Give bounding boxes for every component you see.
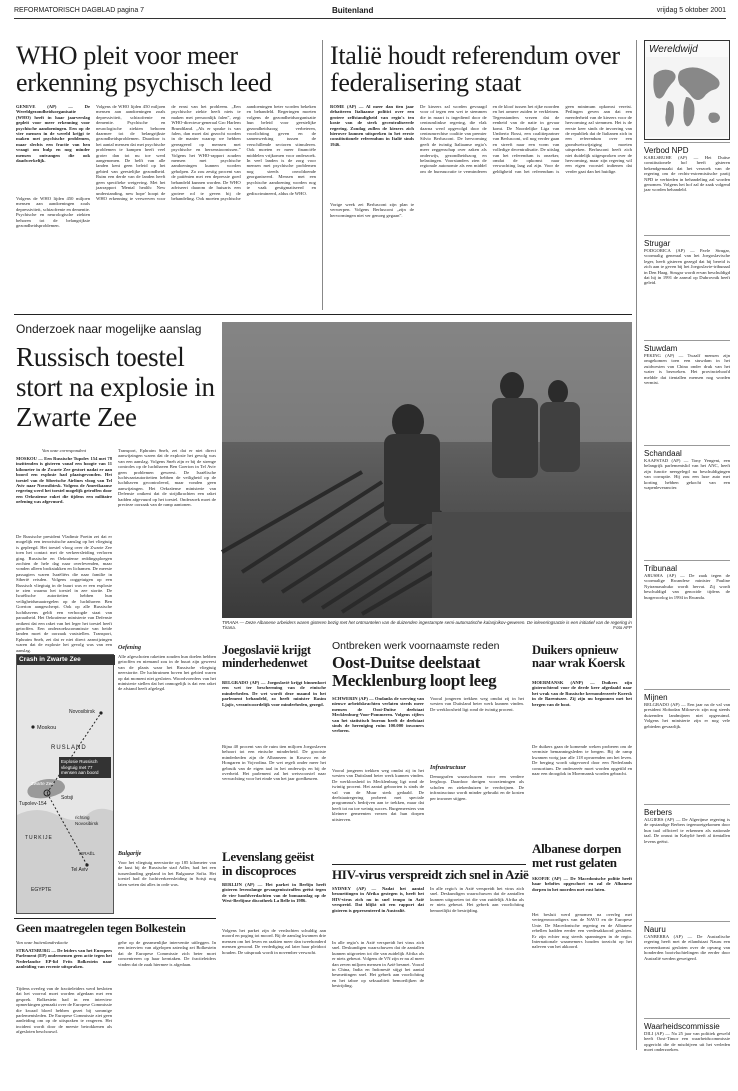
column-divider: [322, 40, 323, 310]
wereldwijd-item-title: Nauru: [644, 921, 730, 934]
yugo-headline: Joegoslavië krijgt minderhedenwet: [222, 643, 311, 670]
photo-caption-text: TIRANA — Deze Albanese arbeiders waren gisteren bezig met het ontmantelen van de duizenden ingestampte semi-automatische kalasjnikov-geweren. De inleveringsactie is een initiatief van de regering in Tirana.: [222, 620, 632, 631]
who-body: Volgens de WHO lijden 450 miljoen mensen aan aandoeningen zoals depressiviteit, schizofrenie en dementie. Psychische en neurologische ziekten behoren daarmee tot de belangrijkste gezondheidsproblemen. Daardoor is het aantal mensen dat met psychische problemen te kampen heeft veel groter dan tot nu toe werd aangenomen. De helft van alle landen kent geen beleid op het gebied van geestelijke gezondheid. Ruim een derde van de landen heeft geen specifieke wetgeving. Met het jaarrapport 'Mental health: New understanding, new hope' hoopt de WHO erkenning te verwerven voor de ernst van het probleem. „Een psychische ziekte heeft niets te maken met persoonlijk falen”, zegt WHO-directeur-generaal Gro Harlem Brundtland. „Als er sprake is van falen, dan moet dat gezocht worden in de manier waarop we hebben gereageerd op mensen met psychische en hersenstoornissen.” Volgens het WHO-rapport zouden mensen met psychische aandoeningen kunnen worden geholpen. Zo zou zestig procent van de patiënten met een depressie goed behandeld kunnen worden. De WHO adviseert daarom de huisarts een grotere rol te geven bij de behandeling. Ook moeten psychische aandoeningen beter worden bekeken en behandeld. Regeringen moeten volgens de gezondheidsorganisatie hun beleid voor geestelijke gezondheidszorg verbeteren, voorlichting geven en de samenwerking tussen de verschillende sectoren stimuleren. Ook moeten er meer financiële middelen vrijkomen voor onderzoek. In veel landen is de zorg voor mensen met psychische problemen nog steeds onvoldoende georganiseerd. Mensen met een psychische aandoening worden nog te vaak gestigmatiseerd en gediscrimineerd, aldus de WHO.: [96, 104, 316, 201]
wereldwijd-item: [644, 445, 730, 554]
wereldwijd-item-title: Strugar: [644, 235, 730, 248]
who-body-cont: Volgens de WHO lijden 450 miljoen mensen aan aandoeningen zoals depressiviteit, schizofrenie en dementie. Psychische en neurologische ziekten behoren tot de belangrijkste gezondheidsproblemen.: [16, 196, 90, 229]
koersk-body: De duikers gaan de komende weken proberen om de vermiste bemanningsleden te bergen. Bij de ramp kwamen vorig jaar alle 118 opvarenden om het leven. De berging wordt uitgevoerd door een Nederlands consortium. De onderzeeër moet worden opgetild en naar een droogdok in Moermansk worden gebracht.: [532, 744, 632, 777]
levenslang-lead: BERLIJN (AP) — Het parket in Berlijn heeft gisteren levenslange gevangenisstraffen geëist tegen de vier hoofdverdachten van de bomaanslag op de West-Berlijnse discotheek La Belle in 1986.: [222, 882, 326, 904]
wereldwijd-item-title: Berbers: [644, 804, 730, 817]
yugo-lead: BELGRADO (AP) — Joegoslavië krijgt binnenkort een wet ter bescherming van de etnische minderheden. De wet wordt deze maand in het parlement behandeld, zo heeft minister Rasim Ljajic, verantwoordelijk voor minderheden, gezegd.: [222, 680, 326, 707]
news-photo: [222, 322, 632, 618]
world-map-icon: [646, 57, 728, 137]
newspaper-name: REFORMATORISCH DAGBLAD pagina 7: [14, 7, 145, 14]
koersk-lead: MOERMANSK (ANP) — Duikers zijn gisterochtend voor de derde keer afgedaald naar het wrak van de Russische kernonderzeeër Koersk in de Barentszee. Zij zijn nu begonnen met het bergen van de boot.: [532, 680, 632, 707]
map-label-sotsji: Sotsji: [61, 795, 74, 801]
issue-date: vrijdag 5 oktober 2001: [656, 7, 726, 14]
map-label-israel: ISRAËL: [79, 851, 96, 856]
wereldwijd-item-title: Schandaal: [644, 445, 730, 458]
wereldwijd-item-title: Tribunaal: [644, 560, 730, 573]
wereldwijd-item-body: KAAPSTAD (AP) — Tony Yengeni, een belangrijk parlementslid van het ANC, heeft zijn functie neergelegd na beschuldigingen van corruptie. Hij zou een luxe auto met korting hebben gekocht van een wapenleverancier.: [644, 458, 730, 491]
hiv-lead: SYDNEY (AP) — Nadat het aantal besmettingen in Afrika gestegen is, heeft het HIV-virus zich nu in snel tempo in Azië verspreid. Dat blijkt uit een rapport dat gisteren is gepresenteerd in Australië.: [332, 886, 424, 913]
italy-side: Vorige week zei Berlusconi zijn plan te verwerpen. Volgens Berlusconi „zijn de hervormingen niet ver genoeg gegaan”.: [330, 202, 414, 218]
page-header: [14, 6, 726, 19]
russia-byline: Van onze correspondent: [42, 448, 86, 453]
italy-lead: ROME (AP) — Al meer dan tien jaar debatteren Italiaanse politici over een grotere zelfstandigheid van regio's ten koste van de sterk gecentraliseerde regering. Zondag zullen de kiezers zich hierover kunnen uitspreken in het eerste constitutionele referendum in Italië sinds 1946.: [330, 104, 414, 147]
map-label-moskou: Moskou: [37, 725, 57, 731]
bolkestein-headline: Geen maatregelen tegen Bolkestein: [16, 921, 186, 935]
wereldwijd-item: [644, 689, 730, 798]
wereldwijd-items: [644, 142, 730, 1052]
wereldwijd-item-body: PODGORICA (AP) — Pavle Strugar, voormalig generaal van het Joegoslavische leger, heeft gisteren gezegd dat hij bereid is zich aan te geven bij het Joegoslavie-tribunaal in Den Haag. Strugar wordt ervan beschuldigd dat hij in 1991 de aanval op Dubrovnik heeft geleid.: [644, 248, 730, 286]
hiv-body-2: In alle regio's in Azië verspreidt het virus zich snel. Deskundigen waarschuwen dat de aantallen kunnen uitgroeien tot die van zuidelijk Afrika als er niets gebeurt. Het gebrek aan voorlichting bemoeilijkt de bestrijding.: [430, 886, 524, 913]
crash-map: [16, 654, 114, 914]
koersk-headline: Duikers opnieuw naar wrak Koersk: [532, 643, 625, 670]
wereldwijd-item-title: Verbod NPD: [644, 142, 730, 155]
map-label-turkije: TURKIJE: [25, 835, 53, 841]
wereldwijd-item: [644, 921, 730, 1012]
russia-body-3: Alle afgeschoten raketten zouden hun doelen hebben getroffen en niemand zou in de buurt zijn geweest van de plaats waar het Russische vliegtuig neerstortte. De luchtruimen boven het gebied waren op dat moment niet gesloten. Woordvoerders van het ministerie stellen dat het onmogelijk is dat een raket de afstand heeft afgelegd.: [118, 654, 216, 692]
russia-subhead-2: Bulgarije: [118, 851, 142, 857]
map-label-tel-aviv: Tel Aviv: [71, 867, 88, 873]
albanese-lead: SKOPJE (AP) — De Macedonische politie heeft haar beloftes opgeschort en zal de Albanese dorpen in het noorden met rust laten.: [532, 876, 632, 892]
photo-caption: [222, 620, 632, 634]
mecklenburg-subhead: Infrastructuur: [430, 765, 467, 771]
wereldwijd-item: [644, 804, 730, 915]
who-headline: WHO pleit voor meer erkenning psychisch leed: [16, 41, 272, 97]
wereldwijd-item-body: BELGRADO (AP) — Een jaar na de val van president Slobodan Milosevic zijn nog steeds duizenden landmijnen niet opgeruimd. Volgens het ministerie zijn er nog vele gebieden gevaarlijk.: [644, 702, 730, 729]
wereldwijd-item-body: DILI (AP) — Na 25 jaar van politiek geweld heeft Oost-Timor een waarheidscommissie opgericht die de misdrijven uit het verleden moet onderzoeken.: [644, 1031, 730, 1053]
map-route-label: richting Novosibirsk: [75, 815, 99, 826]
section-rule: [14, 918, 216, 919]
map-label-rusland: RUSLAND: [51, 745, 87, 751]
russia-body-4: Voor het vliegtuig neerstortte op 185 kilometer van de kust bij de Russische stad Adler, had het een tussenlanding gepland in het Bulgaarse Sofia. Het toestel had de luchtverkeersleiding in Sotsji nog laten weten dat alles in orde was.: [118, 860, 216, 887]
mecklenburg-body-3: Vooral jongeren trekken weg omdat zij in het westen van Duitsland beter werk kunnen vinden. De werkloosheid ligt rond de twintig procent.: [430, 696, 524, 712]
map-label-novosibirsk: Novosibirsk: [69, 709, 95, 715]
wereldwijd-item-body: CANBERRA (AP) — De Australische regering heeft met de eilandstaat Nauru een overeenkomst gesloten over de opvang van honderden bootvluchtelingen die eerder door Australië werden geweigerd.: [644, 934, 730, 961]
russia-subhead-1: Oefening: [118, 645, 141, 651]
russia-headline: Russisch toestel stort na explosie in Zwarte Zee: [16, 342, 215, 432]
yugo-body: Bijna 40 procent van de ruim tien miljoen Joegoslaven behoort tot een etnische minderheid. De grootste minderheden zijn de Albanezen in Kosovo en de Hongaren in Vojvodina. De wet regelt onder meer het gebruik van de eigen taal in het onderwijs en bij de overheid. Het parlement zal het wetsvoorstel naar verwachting voor het einde van het jaar goedkeuren.: [222, 744, 326, 782]
wereldwijd-item: [644, 340, 730, 439]
wereldwijd-item-title: Stuwdam: [644, 340, 730, 353]
photo-credit: Foto AFP: [613, 625, 632, 631]
levenslang-body: Volgens het parket zijn de verdachten schuldig aan moord en poging tot moord. Bij de aanslag kwamen drie mensen om het leven en raakten meer dan tweehonderd mensen gewond. De verdediging zal later haar pleidooi houden. De uitspraak wordt in november verwacht.: [222, 928, 326, 955]
italy-body: De kiezers zal worden gevraagd voor of tegen een wet te stemmen die in maart is ingediend door de centrumlinkse regering, die vlak daarna werd opgevolgd door de centrumrechtse coalitie van premier Silvio Berlusconi. De hervorming geeft de twintig Italiaanse regio's meer zeggenschap over zaken als onderwijs, gezondheidszorg en belastingen. Voorstanders zien de regionale autonomie als een middel om de bureaucratie te verminderen en de kloof tussen het rijke noorden en het armere zuiden te verkleinen. Tegenstanders vrezen dat de eenheid van de natie in gevaar komt. De Noordelijke Liga van Umberto Bossi, een coalitiepartner van Berlusconi, wil nog verder gaan en streeft naar een vorm van volledige decentralisatie. De uitslag van het referendum is onzeker, omdat de opkomst naar verwachting laag zal zijn. Voor de geldigheid van het referendum is geen minimum opkomst vereist. Peilingen geven aan dat een meerderheid van de kiezers voor de hervorming zal stemmen. Het is de eerste keer sinds de invoering van de republiek dat de Italianen zich in een referendum over een grondwetswijziging moeten uitspreken. Berlusconi heeft zich niet duidelijk uitgesproken over de hervorming, maar zijn regering wil een eigen voorstel indienen dat verder gaat dan het huidige.: [420, 104, 632, 174]
map-label-tupolev: Tupolev-154: [19, 801, 47, 807]
russia-body: De Russische president Vladimir Poetin zei dat er mogelijk een terroristische aanslag op het vliegtuig is gepleegd. Het toestel vloog over de Zwarte Zee toen het contact met de verkeersleiding verloren ging. Russische en Oekraïense reddingsploegen zochten de hele dag naar overlevenden, maar vonden alleen brokstukken en lichamen. De meeste passagiers waren Israëliërs die naar familie in Siberië reisden. Volgens ooggetuigen op een Russisch vliegtuig in de buurt was er een explosie te zien waarna het toestel in zee stortte. De Israëlische autoriteiten hebben hun veiligheidsmaatregelen op de luchthaven Ben Goerion aangescherpt. Ook op alle Russische luchthavens geldt een verhoogde staat van paraatheid. Het Oekraïense ministerie van Defensie ontkent dat een raket van het leger het toestel heeft getroffen. Een onderzoekscommissie van beide landen moet de oorzaak vaststellen. Transport, Ephraim Sneh, zei dat er niet direct aanwijzingen waren dat de explosie het gevolg was van een aanslag.: [16, 534, 112, 653]
wereldwijd-item-body: PEKING (AP) — Twaalf mensen zijn omgekomen toen een stuwdam in het zuidwesten van China onder druk van het water is bezweken. Het provinciehoofd meldde dat tientallen mensen nog worden vermist.: [644, 353, 730, 386]
wereldwijd-logo-box: [644, 40, 730, 140]
italy-headline: Italië houdt referendum over federalisering staat: [330, 41, 620, 97]
map-title: Crash in Zwarte Zee: [17, 655, 115, 665]
bolkestein-body: Tijdens overleg van de fractieleiders werd besloten dat het voorval moet worden afgedaan met een gesprek. Bolkestein had in een interview opmerkingen gemaakt over de Europese Commissie die kwaad bloed hebben gezet bij sommige parlementsleden. De Europese Commissie ziet geen aanleiding om op de uitspraken te reageren. Het incident wordt door de meeste betrokkenen als afgesloten beschouwd.: [16, 986, 112, 1035]
albanese-body: Het besluit werd genomen na overleg met vertegenwoordigers van de NAVO en de Europese Unie. De Macedonische regering en de Albanese rebellen hadden eerder een vredesakkoord gesloten. Er zijn echter nog steeds spanningen in de regio. Internationale waarnemers houden toezicht op het naleven van het akkoord.: [532, 912, 632, 950]
wereldwijd-item: [644, 560, 730, 683]
section-title: Buitenland: [332, 6, 374, 15]
map-label-zwarte-zee: Zwarte Zee: [31, 781, 54, 786]
bolkestein-byline: Van onze buitenlandredactie: [16, 940, 69, 945]
mecklenburg-headline: Oost-Duitse deelstaat Mecklenburg loopt leeg: [332, 653, 497, 690]
wereldwijd-item-body: ARUSHA (AP) — De zaak tegen de voormalige Rwandese minister Pauline Nyiramasuhuko wordt hervat. Zij wordt beschuldigd van genocide tijdens de burgeroorlog in 1994 in Rwanda.: [644, 573, 730, 600]
mecklenburg-body-2: Demografen waarschuwen voor een verdere leegloop. Daardoor dreigen voorzieningen als scholen en ziekenhuizen te verdwijnen. De infrastructuur wordt minder gebruikt en de kosten per inwoner stijgen.: [430, 774, 524, 801]
mecklenburg-lead: SCHWERIN (AP) — Ondanks de werving van nieuwe arbeidskrachten verlaten steeds meer mensen de Oost-Duitse deelstaat Mecklenburg-Voor-Pommeren. Volgens cijfers van het statistisch bureau heeft de deelstaat sinds de hereniging ruim 100.000 inwoners verloren.: [332, 696, 424, 734]
wereldwijd-item-title: Mijnen: [644, 689, 730, 702]
wereldwijd-logo: Wereldwijd: [649, 44, 698, 55]
bolkestein-body-2: gehe op de gezamenlijke interventie uitleggen. In een interview van afgelopen zaterdag zei Bolkestein dat de Europese Commissie zich beter moet concentreren op haar kerntaken. De fractieleiders vinden dat de zaak hiermee is afgedaan.: [118, 940, 216, 967]
levenslang-headline: Levenslang geëist in discoproces: [222, 849, 315, 878]
wereldwijd-item-body: KARLSRUHE (AP) — Het Duitse constitutionele hof heeft gisteren bekendgemaakt dat het verzoek van de regering om de rechts-extremistische partij NPD te verbieden in behandeling zal worden genomen. Volgens het hof zal de zaak volgend jaar worden behandeld.: [644, 155, 730, 193]
wereldwijd-item-title: Waarheidscommissie: [644, 1018, 730, 1031]
russia-body-2: Transport, Ephraim Sneh, zei dat er niet direct aanwijzingen waren dat de explosie het gevolg was van een aanslag. Volgens Sneh zijn er bij de strenge controles op de luchthaven Ben Goerion in Tel Aviv geen problemen geweest. De Israëlische luchtvaartautoriteiten hebben de veiligheid op de luchthaven gecontroleerd, maar vonden geen aanwijzingen. Het Oekraïense ministerie van Defensie ontkent dat de strijdkrachten een raket hadden afgevuurd op het toestel. Onderzoek moet de precieze oorzaak van de ramp aantonen.: [118, 448, 216, 508]
wereldwijd-item: [644, 235, 730, 334]
who-lead: GENEVE (AP) — De Wereldgezondheidsorganisatie (WHO) heeft in haar jaarverslag gepleit voor meer erkenning voor psychische aandoeningen. Een op de vier mensen in de wereld krijgt te maken met psychische problemen, maar slechts een fractie van hen vraagt om hulp en nog minder mensen ontvangen die ook daadwerkelijk.: [16, 104, 90, 164]
wereldwijd-item-body: ALGIERS (AP) — De Algerijnse regering is de opstandige Berbers tegemoetgekomen door hun taal officieel te erkennen als nationale taal. De onrust in Kabylië heeft al tientallen levens geëist.: [644, 817, 730, 844]
wereldwijd-item: [644, 1018, 730, 1091]
column-divider: [636, 40, 637, 1050]
map-graphic: [17, 665, 113, 913]
russia-kicker: Onderzoek naar mogelijke aanslag: [16, 322, 202, 336]
mecklenburg-body: Vooral jongeren trekken weg omdat zij in het westen van Duitsland beter werk kunnen vinden. De werkloosheid in Mecklenburg ligt rond de twintig procent. Het aantal geboorten is sinds de val van de Muur sterk gedaald. De deelstaatregering probeert met speciale programma's bedrijven aan te trekken, maar dat heeft tot nu toe weinig succes. Burgemeesters van kleinere gemeenten vrezen dat hun dorpen uitsterven.: [332, 768, 424, 822]
wereldwijd-item: [644, 142, 730, 229]
hiv-headline: HIV-virus verspreidt zich snel in Azië: [332, 867, 529, 882]
hiv-body: In alle regio's in Azië verspreidt het virus zich snel. Deskundigen waarschuwen dat de aantallen kunnen uitgroeien tot die van zuidelijk Afrika als er niets gebeurt. Volgens de VN zijn er nu al meer dan zeven miljoen mensen in Azië besmet. Vooral in China, India en Indonesië stijgt het aantal besmettingen snel. Het gebrek aan voorlichting en het taboe op seksualiteit bemoeilijken de bestrijding.: [332, 940, 424, 989]
section-rule: [332, 864, 526, 865]
map-callout: Explosie Russisch vliegtuig met 77 mensen aan boord: [59, 757, 111, 778]
section-rule: [14, 314, 632, 315]
russia-lead: MOSKOU — Een Russische Tupolev 154 met 78 inzittenden is gisteren vanaf een hoogte van 11 kilometer in de Zwarte Zee gestort nadat er aan boord een explosie had plaatsgevonden. Het toestel van de Siberische Airlines vloog van Tel Aviv naar Novosibirsk. Volgens de Amerikaanse regering werd het toestel mogelijk getroffen door een Oekraïense raket die tijdens een militaire oefening was afgevuurd.: [16, 456, 113, 505]
mecklenburg-kicker: Ontbreken werk voornaamste reden: [332, 640, 500, 652]
workers-photo-image: [222, 322, 632, 618]
albanese-headline: Albanese dorpen met rust gelaten: [532, 841, 622, 870]
bolkestein-lead: STRAATSBURG — De leiders van het Europees Parlement (EP) ondernemen geen actie tegen het Nederlandse EP-lid Frits Bolkestein naar aanleiding van recente uitspraken.: [16, 948, 112, 970]
map-label-egypte: EGYPTE: [31, 887, 52, 893]
